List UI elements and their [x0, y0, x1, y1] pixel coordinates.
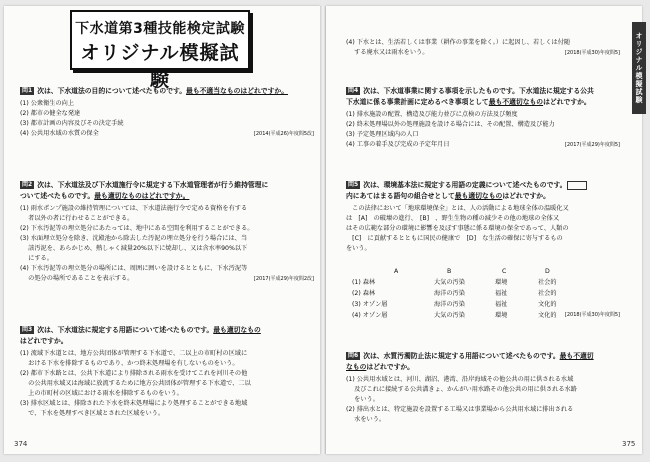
table-row	[352, 310, 620, 321]
table-row	[352, 277, 620, 288]
table-header-cell: D	[545, 268, 550, 275]
question-3-key-phrase: 最も適切なもの	[213, 326, 261, 334]
table-cell: 社会的	[538, 279, 557, 286]
question-4-key-phrase: 最も不適切なもの	[488, 98, 544, 106]
question-6-key-phrase: 最も不適切	[559, 352, 594, 360]
option-line: (3) 排水区域とは、排除された下水を終末処理場により処理することができる地域	[20, 400, 248, 407]
option-line: 者以外の者に行わせることができる。	[20, 215, 134, 222]
question-5-passage	[346, 204, 620, 254]
question-1-heading: 問1 次は、下水道法の目的について述べたものです。最も不適当なものはどれですか。	[22, 87, 288, 95]
chapter-side-tab: オリジナル模擬試験	[632, 22, 646, 114]
option: (3) 予定処理区域内の人口	[346, 131, 419, 138]
question-4-heading: 問4 次は、下水道事業に関する事項を示したものです。下水道法に規定する公共	[348, 87, 594, 95]
table-cell: 環境	[495, 279, 508, 286]
option-line: (2) 下水汚泥等の埋立処分にあたっては、地中にある空間を利用することができる。	[20, 225, 254, 232]
question-badge: 問1	[22, 87, 33, 94]
table-cell: (1) 森林	[352, 279, 376, 286]
table-cell: 文化的	[538, 301, 557, 308]
question-2-options	[20, 204, 314, 284]
passage-line: をいう。	[346, 245, 371, 252]
question-2: 問2 次は、下水道法及び下水道施行令に規定する下水道管理者が行う維持管理に ついて述べたものです。最も適切なものはどれですか。 (1) 雨水ポンプ施設の維持管理については、下水道法施行令で定める資格を有する 者以外の者に行わせることができる。 (2) 下水汚泥等の埋立処分にあたっては、地中にある空間を利用することができる。 (3) 水面埋立処分を除き、沈殿池から除去した汚泥の埋立処分を行う場合には、当 該汚泥を、あらかじめ、熱しゃく減量20%以下に焼却し、又は含水率90%以下 にする。 (4) 下水汚泥等の埋立処分の場所には、周囲に囲いを設けるとともに、下水汚泥等 の処分の場所であることを表示する。 [2017(平成29)年度問2改]	[20, 181, 314, 282]
option-line: 及びこれに接続する公共溝きょ、かんがい用水路その他公共の用に供される水路	[346, 386, 577, 393]
passage-line: この法律において「地球環境保全」とは、人の活動による地球全体の温暖化又	[346, 205, 569, 212]
exam-subtitle: 下水道第3種技能検定試験	[75, 21, 245, 37]
table-header	[352, 266, 620, 277]
question-2-key-phrase: 最も適切なものはどれですか。	[94, 192, 190, 200]
option-line: で、下水を処理すべき区域とされた区域をいう。	[20, 410, 165, 417]
question-6-options	[346, 375, 620, 425]
question-2-heading: 問2 次は、下水道法及び下水道施行令に規定する下水道管理者が行う維持管理に	[22, 181, 269, 189]
table-cell: (2) 森林	[352, 290, 376, 297]
option-line: にする。	[20, 255, 53, 262]
table-header-cell: A	[394, 268, 399, 275]
question-3: 問3 次は、下水道法に規定する用語について述べたものです。最も適切なもの はどれですか。 (1) 流域下水道とは、地方公共団体が管理する下水道で、二以上の市町村の区域に おける下水を排除するものであり、かつ終末処理場を有しないものをいう。 (2) 都市下水路とは、公共下水道により排除される雨水を受けてこれを河川その他 の公共用水域又は海域に放流するために地方公共団体が管理する下水道で、二以 上の市町村の区域における雨水を排除するものをいう。 (3) 排水区域とは、排除された下水を終末処理場により処理することができる地域 で、下水を処理すべき区域とされた区域をいう。	[20, 325, 314, 419]
question-4-options	[346, 110, 620, 150]
option-line: をいう。	[346, 396, 379, 403]
answer-choice-table	[352, 266, 620, 321]
option-line: (1) 雨水ポンプ施設の維持管理については、下水道法施行令で定める資格を有する	[20, 205, 248, 212]
option-line: (4) 下水汚泥等の埋立処分の場所には、周囲に囲いを設けるとともに、下水汚泥等	[20, 265, 248, 272]
question-1-options	[20, 99, 314, 139]
option-line: おける下水を排除するものであり、かつ終末処理場を有しないものをいう。	[20, 360, 239, 367]
question-5-key-phrase: 最も適切なもの	[454, 192, 503, 200]
table-cell: 海洋の汚染	[434, 301, 465, 308]
question-source: [2018(平成30)年度問5]	[564, 312, 620, 318]
question-3-heading: 問3 次は、下水道法に規定する用語について述べたものです。最も適切なもの	[22, 326, 261, 334]
question-badge: 問3	[22, 326, 33, 333]
option: (2) 都市の健全な発達	[20, 110, 81, 117]
page-number-right: 375	[622, 440, 636, 448]
option-line: 水をいう。	[346, 416, 386, 423]
table-cell: 大気の汚染	[434, 312, 465, 319]
exam-title: オリジナル模擬試験	[80, 42, 240, 91]
table-cell: 環境	[495, 312, 508, 319]
option-line: の処分の場所であることを表示する。 [2017(平成29)年度問2改]	[20, 275, 314, 282]
question-6-heading: 問6 次は、水質汚濁防止法に規定する用語について述べたものです。最も不適切	[348, 352, 594, 360]
page-number-left: 374	[14, 440, 28, 448]
question-source: [2017(平成29)年度問2改]	[253, 276, 314, 282]
question-1-key-phrase: 最も不適当なものはどれですか。	[186, 87, 288, 95]
question-5: 問5 次は、環境基本法に規定する用語の定義について述べたものです。 内にあてはまる語句の組合せとして最も適切なものはどれですか。 この法律において「地球環境保全」とは、人の活動による地球全体の温暖化又 は [A] の破壊の進行、 [B] 、野生生物の種の減少その他の地球の全体又 はその広範な部分の環境に影響を及ぼす事態に係る環境の保全であって、人類の [C] に貢献するとともに国民の健康で [D] な生活の確保に寄与するもの をいう。	[346, 180, 620, 254]
option-line: (1) 公共用水域とは、河川、湖沼、港湾、沿岸海域その他公共の用に供される水域	[346, 376, 574, 383]
option-line: (1) 流域下水道とは、地方公共団体が管理する下水道で、二以上の市町村の区域に	[20, 350, 248, 357]
question-badge: 問6	[348, 352, 359, 359]
question-1	[20, 86, 314, 139]
table-header-cell: B	[447, 268, 452, 275]
table-cell: 大気の汚染	[434, 279, 465, 286]
table-cell: 海洋の汚染	[434, 290, 465, 297]
table-cell: 福祉	[495, 301, 508, 308]
passage-line: [C] に貢献するとともに国民の健康で [D] な生活の確保に寄与するもの	[346, 235, 563, 242]
passage-line: はその広範な部分の環境に影響を及ぼす事態に係る環境の保全であって、人類の	[346, 225, 569, 232]
option-line: (4) 下水とは、生活若しくは事業（耕作の事業を除く。）に起因し、若しくは付随	[346, 39, 571, 46]
table-row	[352, 299, 620, 310]
question-badge: 問4	[348, 87, 359, 94]
option: (1) 公衆衛生の向上	[20, 100, 75, 107]
option: (4) 工事の着手及び完成の予定年月日 [2017(平成29)年度問5]	[346, 141, 620, 148]
option-line: する廃水又は雨水をいう。 [2018(平成30)年度問5]	[346, 49, 620, 56]
table-cell: 社会的	[538, 290, 557, 297]
option: (4) 公共用水域の水質の保全 [2014(平成26)年度問5改]	[20, 130, 314, 137]
option: (1) 排水施設の配置、構造及び能力並びに点検の方法及び頻度	[346, 111, 518, 118]
question-source: [2014(平成26)年度問5改]	[253, 131, 314, 137]
question-5-heading: 問5 次は、環境基本法に規定する用語の定義について述べたものです。	[346, 180, 620, 191]
question-badge: 問2	[22, 181, 33, 188]
question-source: [2018(平成30)年度問5]	[564, 50, 620, 56]
question-3-options	[20, 349, 314, 419]
option: (2) 終末処理場以外の処理施設を設ける場合には、その配置、構造及び能力	[346, 121, 555, 128]
option: (3) 都市計画の内容及びその決定手続	[20, 120, 124, 127]
question-badge: 問5	[348, 181, 359, 188]
option-line: (2) 都市下水路とは、公共下水道により排除される雨水を受けてこれを河川その他	[20, 370, 248, 377]
option-line: の公共用水域又は海域に放流するために地方公共団体が管理する下水道で、二以	[20, 380, 251, 387]
question-4: 問4 次は、下水道事業に関する事項を示したものです。下水道法に規定する公共 下水道に係る事業計画に定めるべき事項として最も不適切なものはどれですか。 (1) 排水施設の配置、構造及び能力並びに点検の方法及び頻度 (2) 終末処理場以外の処理施設を設ける場合には、その配置、構造及び能力 (3) 予定処理区域内の人口 (4) 工事の着手及び完成の予定年月日 [2017(平成29)年度問5]	[346, 87, 620, 148]
option-line: 該汚泥を、あらかじめ、熱しゃく減量20%以下に焼却し、又は含水率90%以下	[20, 245, 248, 252]
option-line: 上の市町村の区域における雨水を排除するものをいう。	[20, 390, 183, 397]
table-cell: (4) オゾン層	[352, 312, 388, 319]
question-source: [2017(平成29)年度問5]	[564, 142, 620, 148]
question-6: 問6 次は、水質汚濁防止法に規定する用語について述べたものです。最も不適切 なものはどれですか。 (1) 公共用水域とは、河川、湖沼、港湾、沿岸海域その他公共の用に供される水域 及びこれに接続する公共溝きょ、かんがい用水路その他公共の用に供される水路 をいう。 (2) 排出水とは、特定施設を設置する工場又は事業場から公共用水域に排出される 水をいう。	[346, 351, 620, 425]
table-cell: 福祉	[495, 290, 508, 297]
table-cell: 文化的	[538, 312, 557, 319]
table-cell: (3) オゾン層	[352, 301, 388, 308]
option-line: (2) 排出水とは、特定施設を設置する工場又は事業場から公共用水域に排出される	[346, 406, 574, 413]
table-header-cell: C	[502, 268, 507, 275]
passage-line: は [A] の破壊の進行、 [B] 、野生生物の種の減少その他の地球の全体又	[346, 215, 560, 222]
continued-option	[346, 38, 620, 58]
exam-title-box	[70, 10, 250, 91]
table-row	[352, 288, 620, 299]
option-line: (3) 水面埋立処分を除き、沈殿池から除去した汚泥の埋立処分を行う場合には、当	[20, 235, 248, 242]
blank-box	[567, 181, 587, 190]
